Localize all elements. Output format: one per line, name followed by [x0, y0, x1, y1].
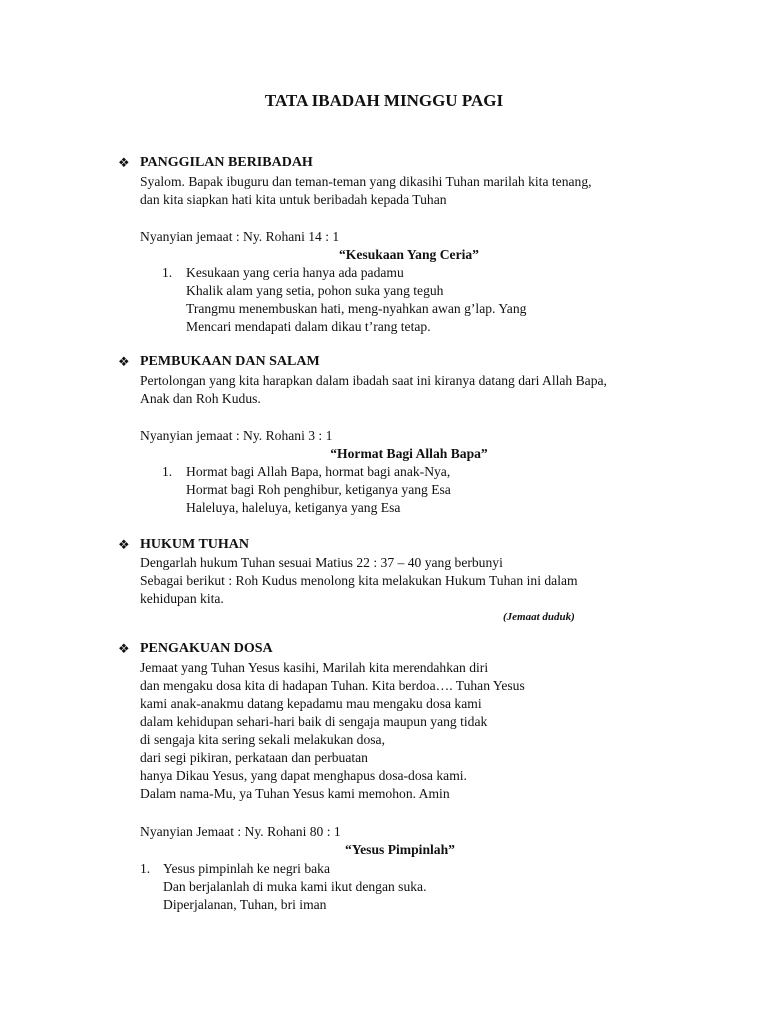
section-body-pengakuan: [140, 659, 525, 803]
lyric-line: Dan berjalanlah di muka kami ikut dengan suka.: [163, 879, 427, 894]
body-line: kehidupan kita.: [140, 591, 224, 606]
diamond-bullet-icon: ❖: [118, 537, 130, 552]
song-title: “Yesus Pimpinlah”: [345, 842, 455, 857]
song-title: “Hormat Bagi Allah Bapa”: [330, 446, 488, 461]
section-heading-pembukaan: PEMBUKAAN DAN SALAM: [140, 354, 320, 369]
song-reference-text: Nyanyian Jemaat : Ny. Rohani 80 : 1: [140, 824, 341, 839]
section-heading-pengakuan: PENGAKUAN DOSA: [140, 641, 273, 656]
lyric-line: Khalik alam yang setia, pohon suka yang teguh: [186, 283, 444, 298]
verse-number: 1.: [140, 861, 151, 876]
section-body-hukum: [140, 554, 578, 608]
body-line: dari segi pikiran, perkataan dan perbuatan: [140, 750, 368, 765]
body-line: Pertolongan yang kita harapkan dalam ibadah saat ini kiranya datang dari Allah Bapa,: [140, 373, 607, 388]
song-reference-text: Nyanyian jemaat : Ny. Rohani 14 : 1: [140, 229, 340, 244]
diamond-bullet-icon: ❖: [118, 641, 130, 656]
lyric-line: Yesus pimpinlah ke negri baka: [163, 861, 331, 876]
song-reference: [140, 427, 332, 445]
lyric-line: Hormat bagi Allah Bapa, hormat bagi anak-Nya,: [186, 464, 451, 479]
section-body-pembukaan: [140, 372, 607, 408]
lyric-line: Trangmu menembuskan hati, meng-nyahkan awan g’lap. Yang: [186, 301, 527, 316]
instruction-note: (Jemaat duduk): [503, 611, 575, 623]
body-line: Dengarlah hukum Tuhan sesuai Matius 22 : 37 – 40 yang berbunyi: [140, 555, 503, 570]
verse-number: 1.: [162, 464, 173, 479]
body-line: dalam kehidupan sehari-hari baik di sengaja maupun yang tidak: [140, 714, 488, 729]
verse-lyrics: [186, 463, 451, 517]
body-line: hanya Dikau Yesus, yang dapat menghapus dosa-dosa kami.: [140, 768, 467, 783]
body-line: Anak dan Roh Kudus.: [140, 391, 261, 406]
section-body-panggilan: [140, 173, 592, 209]
lyric-line: Mencari mendapati dalam dikau t’rang tetap.: [186, 319, 431, 334]
section-heading-hukum: HUKUM TUHAN: [140, 537, 250, 552]
song-reference-text: Nyanyian jemaat : Ny. Rohani 3 : 1: [140, 428, 333, 443]
page-title: TATA IBADAH MINGGU PAGI: [264, 91, 504, 110]
lyric-line: Haleluya, haleluya, ketiganya yang Esa: [186, 500, 401, 515]
lyric-line: Diperjalanan, Tuhan, bri iman: [163, 897, 327, 912]
song-title: “Kesukaan Yang Ceria”: [339, 247, 479, 262]
body-line: Dalam nama-Mu, ya Tuhan Yesus kami memohon. Amin: [140, 786, 450, 801]
body-line: kami anak-anakmu datang kepadamu mau mengaku dosa kami: [140, 696, 482, 711]
section-heading-panggilan: PANGGILAN BERIBADAH: [140, 155, 313, 170]
body-line: dan mengaku dosa kita di hadapan Tuhan. Kita berdoa…. Tuhan Yesus: [140, 678, 525, 693]
song-reference: [140, 823, 341, 841]
body-line: di sengaja kita sering sekali melakukan dosa,: [140, 732, 385, 747]
diamond-bullet-icon: ❖: [118, 155, 130, 170]
body-line: dan kita siapkan hati kita untuk beribadah kepada Tuhan: [140, 192, 447, 207]
body-line: Syalom. Bapak ibuguru dan teman-teman yang dikasihi Tuhan marilah kita tenang,: [140, 174, 592, 189]
verse-lyrics: [186, 264, 526, 336]
body-line: Jemaat yang Tuhan Yesus kasihi, Marilah kita merendahkan diri: [140, 660, 489, 675]
lyric-line: Kesukaan yang ceria hanya ada padamu: [186, 265, 404, 280]
verse-lyrics: [163, 860, 427, 914]
lyric-line: Hormat bagi Roh penghibur, ketiganya yang Esa: [186, 482, 451, 497]
diamond-bullet-icon: ❖: [118, 354, 130, 369]
song-reference: [140, 228, 339, 246]
body-line: Sebagai berikut : Roh Kudus menolong kita melakukan Hukum Tuhan ini dalam: [140, 573, 578, 588]
verse-number: 1.: [162, 265, 173, 280]
